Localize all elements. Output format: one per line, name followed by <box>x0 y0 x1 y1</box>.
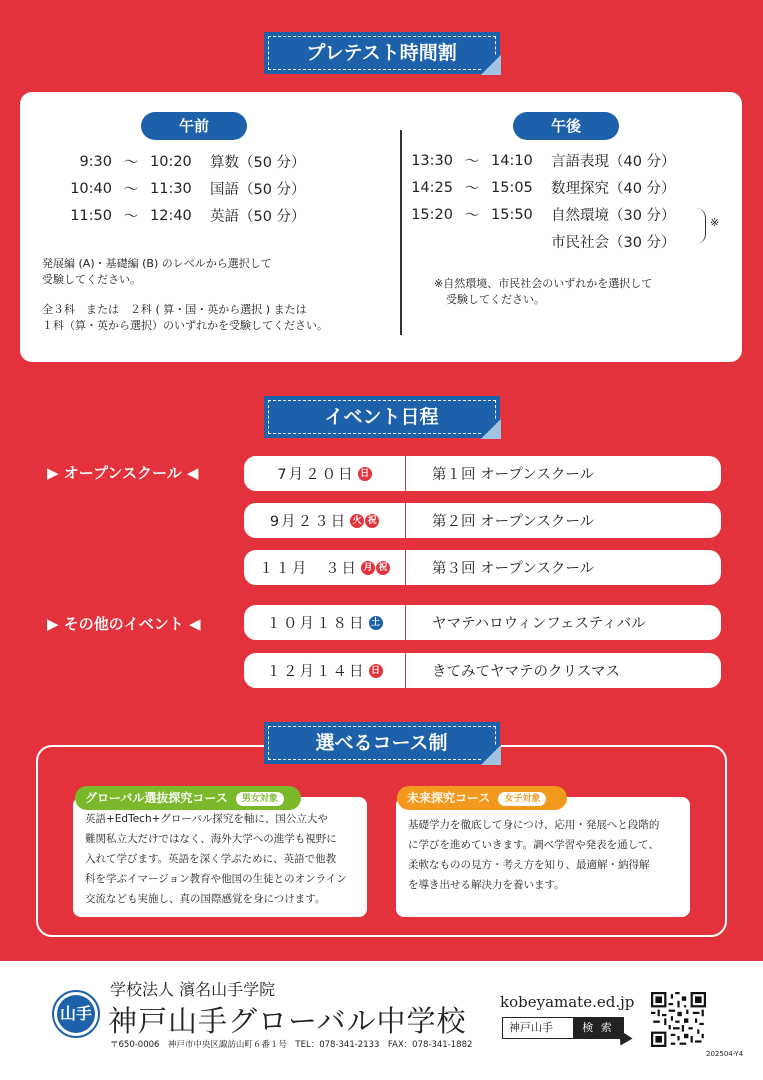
subject: 英語（50 分） <box>210 209 306 225</box>
open-school-label: ▶ オープンスクール ◀ <box>47 464 199 482</box>
event-row <box>244 503 721 538</box>
date-text: 9月２３日 <box>269 514 348 530</box>
start-time: 11:50 <box>70 207 112 224</box>
weekday-badge: 火 <box>350 514 364 528</box>
schedule-row <box>395 201 676 228</box>
schedule-row <box>395 147 676 174</box>
start-time: 13:30 <box>411 152 453 169</box>
document-code: 202504-Y4 <box>706 1050 744 1058</box>
start-time: 14:25 <box>411 179 453 196</box>
holiday-badge: 祝 <box>376 561 390 575</box>
subject: 市民社会（30 分） <box>551 235 676 251</box>
description-line: 難関私立大だけではなく、海外大学への進学も視野に <box>85 833 337 845</box>
event-name: ヤマテハロウィンフェスティバル <box>432 616 646 632</box>
tilde: ～ <box>123 155 139 171</box>
start-time: 15:20 <box>411 206 453 223</box>
address-contact: 〒650-0006 神戸市中央区諏訪山町６番１号 TEL：078-341-2133 FAX：078-341-1882 <box>110 1040 473 1050</box>
am-schedule <box>54 148 306 229</box>
schedule-row <box>54 148 306 175</box>
page-curl-decoration <box>481 419 501 439</box>
pretest-title: プレテスト時間割 <box>306 42 457 64</box>
description-line: 基礎学力を徹底して身につけ、応用・発展へと段階的 <box>408 819 660 831</box>
end-time: 14:10 <box>491 152 533 169</box>
search-box[interactable] <box>502 1017 624 1039</box>
global-course-tag: 男女対象 <box>236 792 284 806</box>
note-line: ※自然環境、市民社会のいずれかを選択して <box>434 277 653 290</box>
search-button[interactable]: 検 索 <box>573 1018 623 1038</box>
tilde: ～ <box>464 154 480 170</box>
event-row <box>244 605 721 640</box>
event-row <box>244 550 721 585</box>
end-time: 15:05 <box>491 179 533 196</box>
subject: 言語表現（40 分） <box>551 154 676 170</box>
tilde: ～ <box>123 182 139 198</box>
note-line: 受験してください。 <box>42 273 141 286</box>
future-course-tag: 女子対象 <box>498 792 546 806</box>
pretest-panel <box>20 92 742 362</box>
event-date <box>244 550 406 585</box>
event-row <box>244 456 721 491</box>
future-course-card <box>396 797 690 917</box>
page-curl-decoration <box>481 745 501 765</box>
note-line: １科（算・英から選択）のいずれかを受験してください。 <box>42 319 328 332</box>
tilde: ～ <box>123 209 139 225</box>
choice-brace <box>696 208 706 244</box>
end-time: 12:40 <box>150 207 192 224</box>
footer <box>0 961 763 1080</box>
date-text: １１月 ３日 <box>259 561 358 577</box>
pm-label: 午後 <box>513 112 619 140</box>
events-title: イベント日程 <box>324 406 439 428</box>
search-query: 神戸山手 <box>509 1021 553 1034</box>
am-note-subjects <box>42 302 328 334</box>
start-time: 9:30 <box>79 153 112 170</box>
event-row <box>244 653 721 688</box>
event-name: 第３回 オープンスクール <box>432 561 595 577</box>
holiday-badge: 祝 <box>365 514 379 528</box>
global-course-card <box>73 797 367 917</box>
description-line: 入れて学びます。英語を深く学ぶために、英語で他教 <box>85 853 337 865</box>
subject: 国語（50 分） <box>210 182 306 198</box>
subject: 自然環境（30 分） <box>551 208 676 224</box>
event-date <box>244 456 406 491</box>
website-url[interactable]: kobeyamate.ed.jp <box>500 993 635 1011</box>
event-date <box>244 653 406 688</box>
weekday-badge: 日 <box>358 467 372 481</box>
description-line: を導き出せる解決力を養います。 <box>408 879 565 891</box>
global-course-tab <box>75 786 301 810</box>
am-note-level <box>42 256 272 288</box>
schedule-row <box>395 228 676 255</box>
schedule-row <box>395 174 676 201</box>
date-text: １２月１４日 <box>266 664 366 680</box>
weekday-badge: 日 <box>369 664 383 678</box>
schedule-row <box>54 202 306 229</box>
seal-mark: 山手 <box>57 995 95 1033</box>
pm-note <box>434 276 652 308</box>
corporation-name: 学校法人 濱名山手学院 <box>110 980 276 999</box>
end-time: 15:50 <box>491 206 533 223</box>
courses-title: 選べるコース制 <box>315 732 448 754</box>
start-time: 10:40 <box>70 180 112 197</box>
event-date <box>244 605 406 640</box>
note-line: 全３科 または ２科 ( 算・国・英から選択 ) または <box>42 303 307 316</box>
end-time: 10:20 <box>150 153 192 170</box>
future-course-tab <box>397 786 567 810</box>
subject: 数理探究（40 分） <box>551 181 676 197</box>
asterisk-mark: ※ <box>710 216 720 229</box>
future-course-description <box>408 815 659 895</box>
global-course-name: グローバル選抜探究コース <box>85 791 228 805</box>
description-line: 交流なども実施し、真の国際感覚を身につけます。 <box>85 893 326 905</box>
date-text: 7月２０日 <box>277 467 355 483</box>
school-seal-logo <box>52 990 100 1038</box>
page-curl-decoration <box>481 55 501 75</box>
future-course-name: 未来探究コース <box>407 791 491 805</box>
note-line: 受験してください。 <box>446 293 545 306</box>
pretest-title-banner <box>264 32 500 74</box>
end-time: 11:30 <box>150 180 192 197</box>
event-date <box>244 503 406 538</box>
weekday-badge: 月 <box>361 561 375 575</box>
date-text: １０月１８日 <box>266 616 366 632</box>
am-label: 午前 <box>141 112 247 140</box>
description-line: 科を学ぶイマージョン教育や他国の生徒とのオンライン <box>85 873 347 885</box>
event-name: 第１回 オープンスクール <box>432 467 595 483</box>
weekday-badge: 土 <box>369 616 383 630</box>
subject: 算数（50 分） <box>210 155 306 171</box>
description-line: に学びを進めていきます。調べ学習や発表を通して、 <box>408 839 659 851</box>
description-line: 柔軟なものの見方・考え方を知り、最適解・納得解 <box>408 859 650 871</box>
events-title-banner <box>264 396 500 438</box>
courses-title-banner <box>264 722 500 764</box>
pm-schedule <box>395 147 676 255</box>
tilde: ～ <box>464 181 480 197</box>
schedule-row <box>54 175 306 202</box>
school-name: 神戸山手グローバル中学校 <box>108 1004 467 1038</box>
note-line: 発展編 (A)・基礎編 (B) のレベルから選択して <box>42 257 272 270</box>
event-name: 第２回 オープンスクール <box>432 514 595 530</box>
event-name: きてみてヤマテのクリスマス <box>432 664 620 680</box>
description-line: 英語+EdTech+グローバル探究を軸に、国公立大や <box>85 813 328 825</box>
qr-code-icon[interactable] <box>651 992 706 1047</box>
other-events-label: ▶ その他のイベント ◀ <box>47 615 201 633</box>
global-course-description <box>85 809 347 909</box>
tilde: ～ <box>464 208 480 224</box>
